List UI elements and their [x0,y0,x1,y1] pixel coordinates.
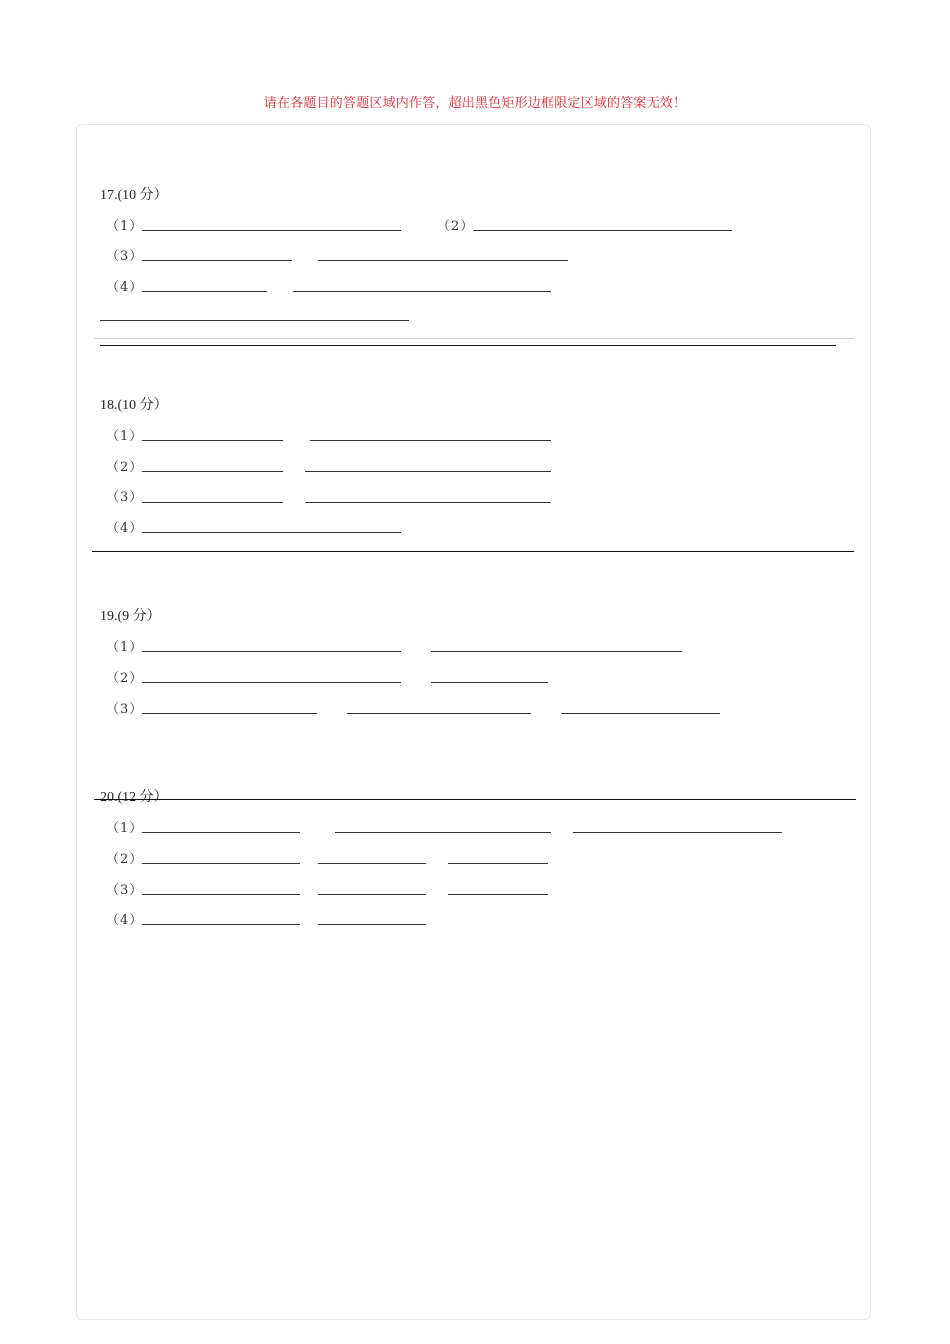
q18-blank-2b[interactable] [305,471,551,472]
q19-label-1: （1） [106,640,144,655]
q17-blank-3b[interactable] [318,260,568,261]
q20-blank-4a[interactable] [142,924,300,925]
answer-frame [76,124,871,1320]
q20-label-4: （4） [106,913,144,928]
q18-label-3: （3） [106,490,144,505]
q18-blank-1a[interactable] [142,440,283,441]
q17-blank-1[interactable] [142,230,401,231]
question-19-title: 19.(9 分） [100,609,161,624]
q20-blank-2a[interactable] [142,863,300,864]
q20-blank-2c[interactable] [448,863,548,864]
q20-label-1: （1） [106,821,144,836]
q20-label-3: （3） [106,883,144,898]
q19-blank-2a[interactable] [142,682,401,683]
q19-blank-3b[interactable] [347,713,531,714]
q18-label-4: （4） [106,521,144,536]
q18-blank-1b[interactable] [310,440,551,441]
section-divider-18 [92,551,854,552]
answer-area-notice: 请在各题目的答题区域内作答，超出黑色矩形边框限定区域的答案无效！ [263,96,687,111]
q19-blank-1b[interactable] [431,651,682,652]
q18-blank-3a[interactable] [142,502,283,503]
section-divider-17 [100,345,836,346]
q20-blank-1a[interactable] [142,832,300,833]
question-20-title: 20.(12 分） [100,790,168,805]
q19-label-3: （3） [106,702,144,717]
q19-blank-2b[interactable] [431,682,548,683]
q19-blank-3a[interactable] [142,713,317,714]
q20-label-2: （2） [106,852,144,867]
q19-blank-1a[interactable] [142,651,401,652]
section-divider-19 [94,799,856,800]
q20-blank-1c[interactable] [573,832,782,833]
q17-label-1: （1） [106,219,144,234]
q20-blank-3c[interactable] [448,894,548,895]
q17-blank-3a[interactable] [142,260,292,261]
q17-label-2: （2） [437,219,475,234]
q20-blank-2b[interactable] [318,863,426,864]
q17-blank-4a[interactable] [142,291,267,292]
q17-blank-2[interactable] [473,230,732,231]
q19-blank-3c[interactable] [561,713,720,714]
q18-blank-2a[interactable] [142,471,283,472]
q20-blank-3a[interactable] [142,894,300,895]
q20-blank-1b[interactable] [335,832,551,833]
q17-label-4: （4） [106,280,144,295]
q18-label-1: （1） [106,429,144,444]
q18-blank-4[interactable] [142,532,401,533]
q20-blank-3b[interactable] [318,894,426,895]
section-divider-thin [94,338,854,339]
q17-label-3: （3） [106,249,144,264]
q17-blank-4c[interactable] [100,320,409,321]
q18-blank-3b[interactable] [305,502,551,503]
q20-blank-4b[interactable] [318,924,426,925]
q18-label-2: （2） [106,460,144,475]
question-18-title: 18.(10 分） [100,398,168,413]
q17-blank-4b[interactable] [293,291,551,292]
question-17-title: 17.(10 分） [100,188,168,203]
q19-label-2: （2） [106,671,144,686]
